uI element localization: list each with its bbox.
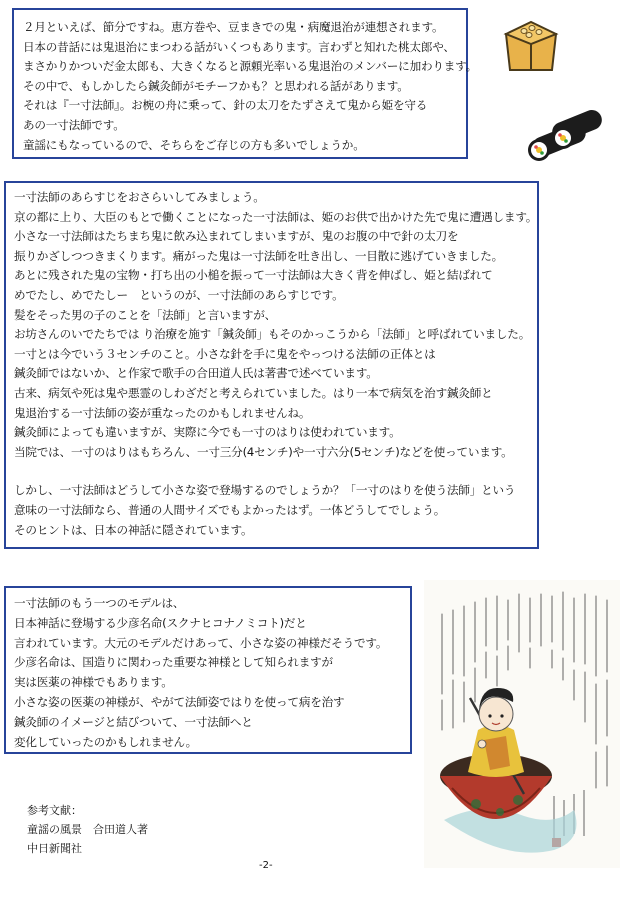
synopsis-line: 一寸とは今でいう３センチのこと。小さな針を手に鬼をやっつける法師の正体とは bbox=[14, 346, 436, 361]
reference-publisher: 中日新聞社 bbox=[27, 842, 82, 855]
issun-boshi-watercolor-illustration bbox=[424, 580, 620, 868]
masu-bean-box-icon bbox=[500, 14, 562, 76]
synopsis-line: お坊さんのいでたちでは り治療を施す「鍼灸師」もそのかっこうから「法師」と呼ばれていました。 bbox=[14, 327, 531, 342]
mythology-line: 少彦名命は、国造りに関わった重要な神様として知られますが bbox=[14, 655, 333, 670]
references bbox=[27, 801, 148, 858]
mythology-line: 一寸法師のもう一つのモデルは、 bbox=[14, 596, 185, 610]
paragraph-gap bbox=[14, 462, 537, 481]
intro-line: ２月といえば、節分ですね。恵方巻や、豆まきでの鬼・病魔退治が連想されます。 bbox=[23, 20, 444, 34]
reference-book: 童謡の風景 合田道人著 bbox=[27, 823, 148, 836]
synopsis-line: 当院では、一寸のはりはもちろん、一寸三分(4センチ)や一寸六分(5センチ)などを使っています。 bbox=[14, 444, 513, 459]
intro-box bbox=[12, 8, 478, 159]
mythology-line: 言われています。大元のモデルだけあって、小さな姿の神様だそうです。 bbox=[14, 635, 388, 650]
synopsis-line: 鍼灸師によっても違いますが、実際に今でも一寸のはりは使われています。 bbox=[14, 425, 401, 440]
intro-line: 日本の昔話には鬼退治にまつわる話がいくつもあります。言わずと知れた桃太郎や、 bbox=[23, 39, 455, 54]
mythology-line: 変化していったのかもしれません。 bbox=[14, 734, 197, 749]
page-number: -2- bbox=[259, 860, 273, 871]
mythology-box bbox=[4, 586, 412, 754]
synopsis-line: 鍼灸師ではないか、と作家で歌手の合田道人氏は著書で述べています。 bbox=[14, 366, 378, 381]
synopsis-line: そのヒントは、日本の神話に隠されています。 bbox=[14, 522, 253, 537]
intro-line: それは『一寸法師』。お椀の舟に乗って、針の太刀をたずさえて鬼から姫を守る bbox=[23, 98, 428, 113]
intro-line: あの一寸法師です。 bbox=[23, 117, 125, 132]
synopsis-line: 小さな一寸法師はたちまち鬼に飲み込まれてしまいますが、鬼のお腹の中で針の太刀を bbox=[14, 229, 459, 244]
intro-line: その中で、もしかしたら鍼灸師がモチーフかも？と思われる話があります。 bbox=[23, 78, 409, 93]
synopsis-line: 京の都に上り、大臣のもとで働くことになった一寸法師は、姫のお供で出かけた先で鬼に遭遇します。 bbox=[14, 209, 538, 224]
mythology-line: 日本神話に登場する少彦名命(スクナヒコナノミコト)だと bbox=[14, 615, 307, 630]
synopsis-line: しかし、一寸法師はどうして小さな姿で登場するのでしょうか？「一寸のはりを使う法師」という bbox=[14, 483, 516, 498]
synopsis-box bbox=[4, 181, 539, 549]
synopsis-line: 髪をそった男の子のことを「法師」と言いますが、 bbox=[14, 307, 277, 322]
synopsis-line: めでたし、めでたしー というのが、一寸法師のあらすじです。 bbox=[14, 287, 344, 302]
mythology-line: 鍼灸師のイメージと結びついて、一寸法師へと bbox=[14, 714, 253, 729]
mythology-line: 小さな姿の医薬の神様が、やがて法師姿ではりを使って病を治す bbox=[14, 694, 345, 709]
references-heading: 参考文献： bbox=[27, 804, 82, 817]
synopsis-line: 一寸法師のあらすじをおさらいしてみましょう。 bbox=[14, 190, 265, 204]
synopsis-line: 意味の一寸法師なら、普通の人間サイズでもよかったはず。一体どうしてでしょう。 bbox=[14, 502, 446, 517]
intro-line: まさかりかついだ金太郎も、大きくなると源頼光率いる鬼退治のメンバーに加わります。 bbox=[23, 59, 478, 74]
synopsis-line: 古来、病気や死は鬼や悪霊のしわざだと考えられていました。はり一本で病気を治す鍼灸師と bbox=[14, 385, 493, 400]
synopsis-line: 振りかざしつつきまくります。痛がった鬼は一寸法師を吐き出し、一目散に逃げていきました。 bbox=[14, 248, 504, 263]
synopsis-line: あとに残された鬼の宝物・打ち出の小槌を振って一寸法師は大きく背を伸ばし、姫と結ばれて bbox=[14, 268, 493, 283]
ehomaki-sushi-roll-icon bbox=[527, 108, 607, 166]
mythology-line: 実は医薬の神様でもあります。 bbox=[14, 675, 173, 690]
synopsis-line: 鬼退治する一寸法師の姿が重なったのかもしれませんね。 bbox=[14, 405, 311, 420]
intro-line: 童謡にもなっているので、そちらをご存じの方も多いでしょうか。 bbox=[23, 137, 365, 152]
